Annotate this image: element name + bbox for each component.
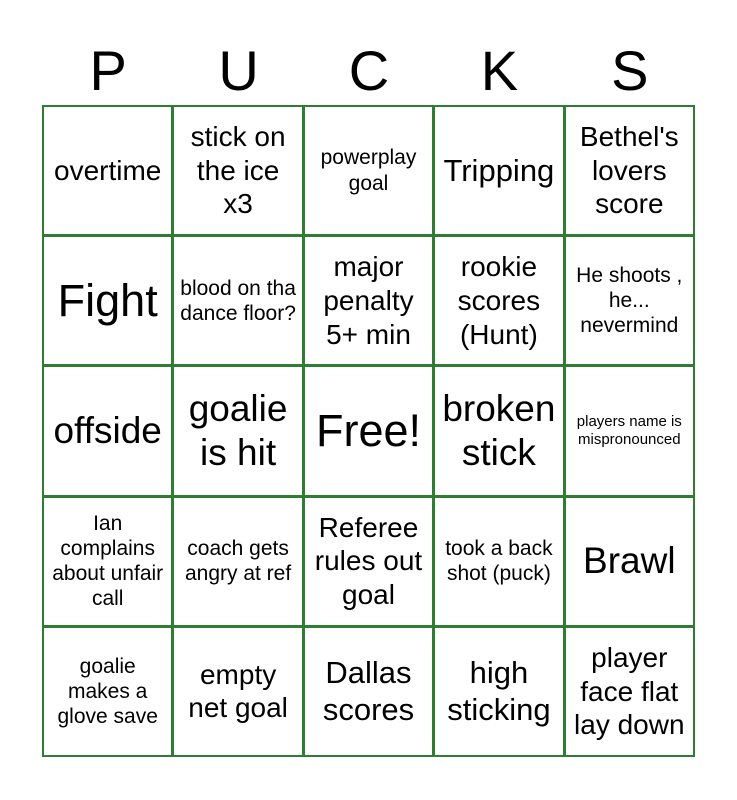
cell-text: Brawl <box>583 540 676 581</box>
cell-text: empty net goal <box>188 658 288 724</box>
header-letter-u: U <box>218 39 259 102</box>
bingo-cell[interactable] <box>305 237 432 364</box>
cell-text: rookie scores (Hunt) <box>457 251 541 350</box>
bingo-cell[interactable] <box>305 628 432 755</box>
bingo-cell[interactable] <box>174 107 301 234</box>
cell-text: Referee rules out goal <box>314 511 423 610</box>
bingo-header <box>43 38 695 104</box>
header-letter-k: K <box>480 39 519 102</box>
header-letter-p: P <box>89 39 127 102</box>
free-space[interactable] <box>305 367 432 494</box>
cell-text: powerplay goal <box>320 146 417 195</box>
bingo-cell[interactable] <box>305 107 432 234</box>
bingo-cell[interactable] <box>435 367 562 494</box>
bingo-cell[interactable] <box>435 107 562 234</box>
bingo-cell[interactable] <box>44 237 171 364</box>
bingo-cell[interactable] <box>566 107 693 234</box>
cell-text: high sticking <box>447 655 551 728</box>
bingo-cell[interactable] <box>44 367 171 494</box>
cell-text: overtime <box>54 154 162 186</box>
bingo-cell[interactable] <box>435 237 562 364</box>
bingo-cell[interactable] <box>174 498 301 625</box>
cell-text: Fight <box>57 274 158 326</box>
cell-text: Dallas scores <box>322 655 415 728</box>
bingo-cell[interactable] <box>174 367 301 494</box>
cell-text: blood on tha dance floor? <box>180 276 296 325</box>
cell-text: coach gets angry at ref <box>184 537 292 586</box>
cell-text: Free! <box>315 404 421 456</box>
header-letter-c: C <box>348 39 390 102</box>
bingo-cell[interactable] <box>44 498 171 625</box>
bingo-cell[interactable] <box>566 498 693 625</box>
cell-text: Tripping <box>443 153 555 188</box>
cell-text: broken stick <box>442 387 556 473</box>
bingo-cell[interactable] <box>174 237 301 364</box>
cell-text: players name is mispronounced <box>576 412 682 448</box>
bingo-cell[interactable] <box>44 107 171 234</box>
cell-text: Ian complains about unfair call <box>52 511 164 611</box>
cell-text: Bethel's lovers score <box>579 121 679 220</box>
bingo-cell[interactable] <box>305 498 432 625</box>
bingo-cell[interactable] <box>566 367 693 494</box>
bingo-cell[interactable] <box>174 628 301 755</box>
bingo-cell[interactable] <box>435 628 562 755</box>
cell-text: goalie is hit <box>188 387 288 473</box>
bingo-cell[interactable] <box>44 628 171 755</box>
cell-text: player face flat lay down <box>574 642 685 741</box>
cell-text: major penalty 5+ min <box>323 251 414 350</box>
bingo-board <box>42 105 695 757</box>
cell-text: stick on the ice x3 <box>190 121 286 220</box>
cell-text: goalie makes a glove save <box>57 654 158 728</box>
bingo-cell[interactable] <box>566 237 693 364</box>
cell-text: took a back shot (puck) <box>445 537 553 586</box>
bingo-cell[interactable] <box>566 628 693 755</box>
header-letter-s: S <box>611 39 649 102</box>
cell-text: offside <box>53 409 162 451</box>
bingo-cell[interactable] <box>435 498 562 625</box>
cell-text: He shoots , he... nevermind <box>576 264 683 338</box>
